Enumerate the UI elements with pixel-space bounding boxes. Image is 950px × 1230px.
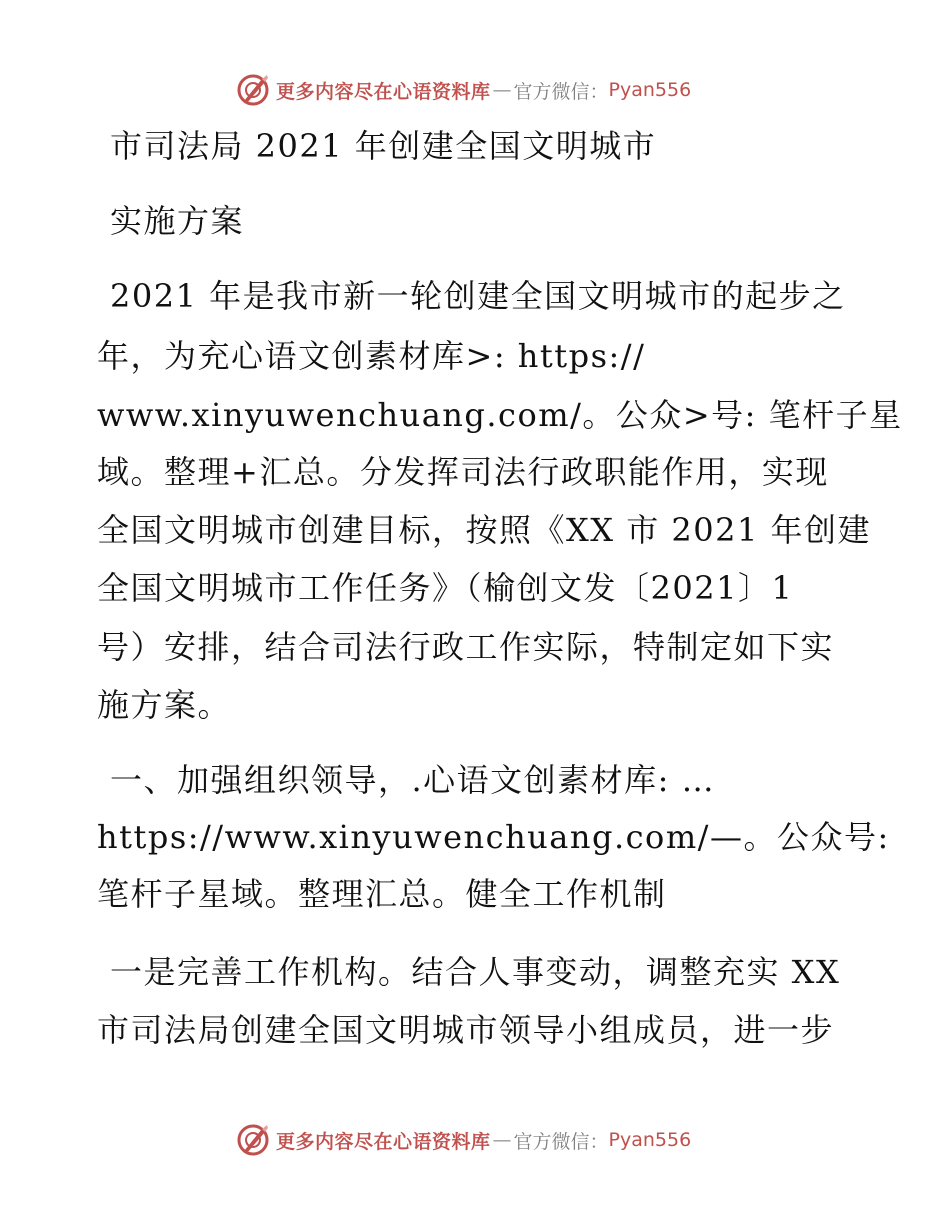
header-watermark-banner	[236, 72, 691, 108]
banner-wechat-label: 官方微信：	[513, 80, 609, 103]
footer-banner-wechat-id: Pyan556	[608, 1129, 692, 1151]
paragraph-1-line-8: 施方案。	[97, 686, 232, 724]
paragraph-1-line-1: 2021 年是我市新一轮创建全国文明城市的起步之	[110, 277, 846, 315]
banner-separator: —	[492, 79, 512, 101]
banner-slogan: 更多内容尽在心语资料库	[276, 80, 491, 103]
quill-logo-icon	[236, 73, 270, 107]
paragraph-1-line-6: 全国文明城市工作任务》（榆创文发〔2021〕1	[97, 569, 794, 607]
doc-title-line-2: 实施方案	[110, 202, 245, 240]
paragraph-1-line-2: 年，为充心语文创素材库>: https://	[97, 337, 646, 375]
section-1-heading-line-2: https://www.xinyuwenchuang.com/—。公众号:	[97, 818, 890, 856]
section-1-heading-line-3: 笔杆子星域。整理汇总。健全工作机制	[97, 875, 667, 913]
paragraph-1-line-7: 号）安排，结合司法行政工作实际，特制定如下实	[97, 628, 835, 666]
paragraph-2-line-2: 市司法局创建全国文明城市领导小组成员，进一步	[97, 1011, 835, 1049]
doc-title-line-1: 市司法局 2021 年创建全国文明城市	[110, 127, 657, 165]
footer-banner-separator: —	[492, 1129, 512, 1151]
paragraph-1-line-5: 全国文明城市创建目标，按照《XX 市 2021 年创建	[97, 511, 872, 549]
section-1-heading-line-1: 一、加强组织领导，.心语文创素材库: …	[110, 761, 716, 799]
footer-banner-slogan: 更多内容尽在心语资料库	[276, 1130, 491, 1153]
footer-banner-wechat-label: 官方微信：	[513, 1130, 609, 1153]
paragraph-1-line-3: www.xinyuwenchuang.com/。公众>号: 笔杆子星	[97, 396, 903, 434]
paragraph-2-line-1: 一是完善工作机构。结合人事变动，调整充实 XX	[110, 953, 841, 991]
footer-watermark-banner	[236, 1122, 691, 1158]
banner-wechat-id: Pyan556	[608, 79, 692, 101]
quill-logo-icon	[236, 1123, 270, 1157]
paragraph-1-line-4: 域。整理+汇总。分发挥司法行政职能作用，实现	[97, 453, 829, 491]
